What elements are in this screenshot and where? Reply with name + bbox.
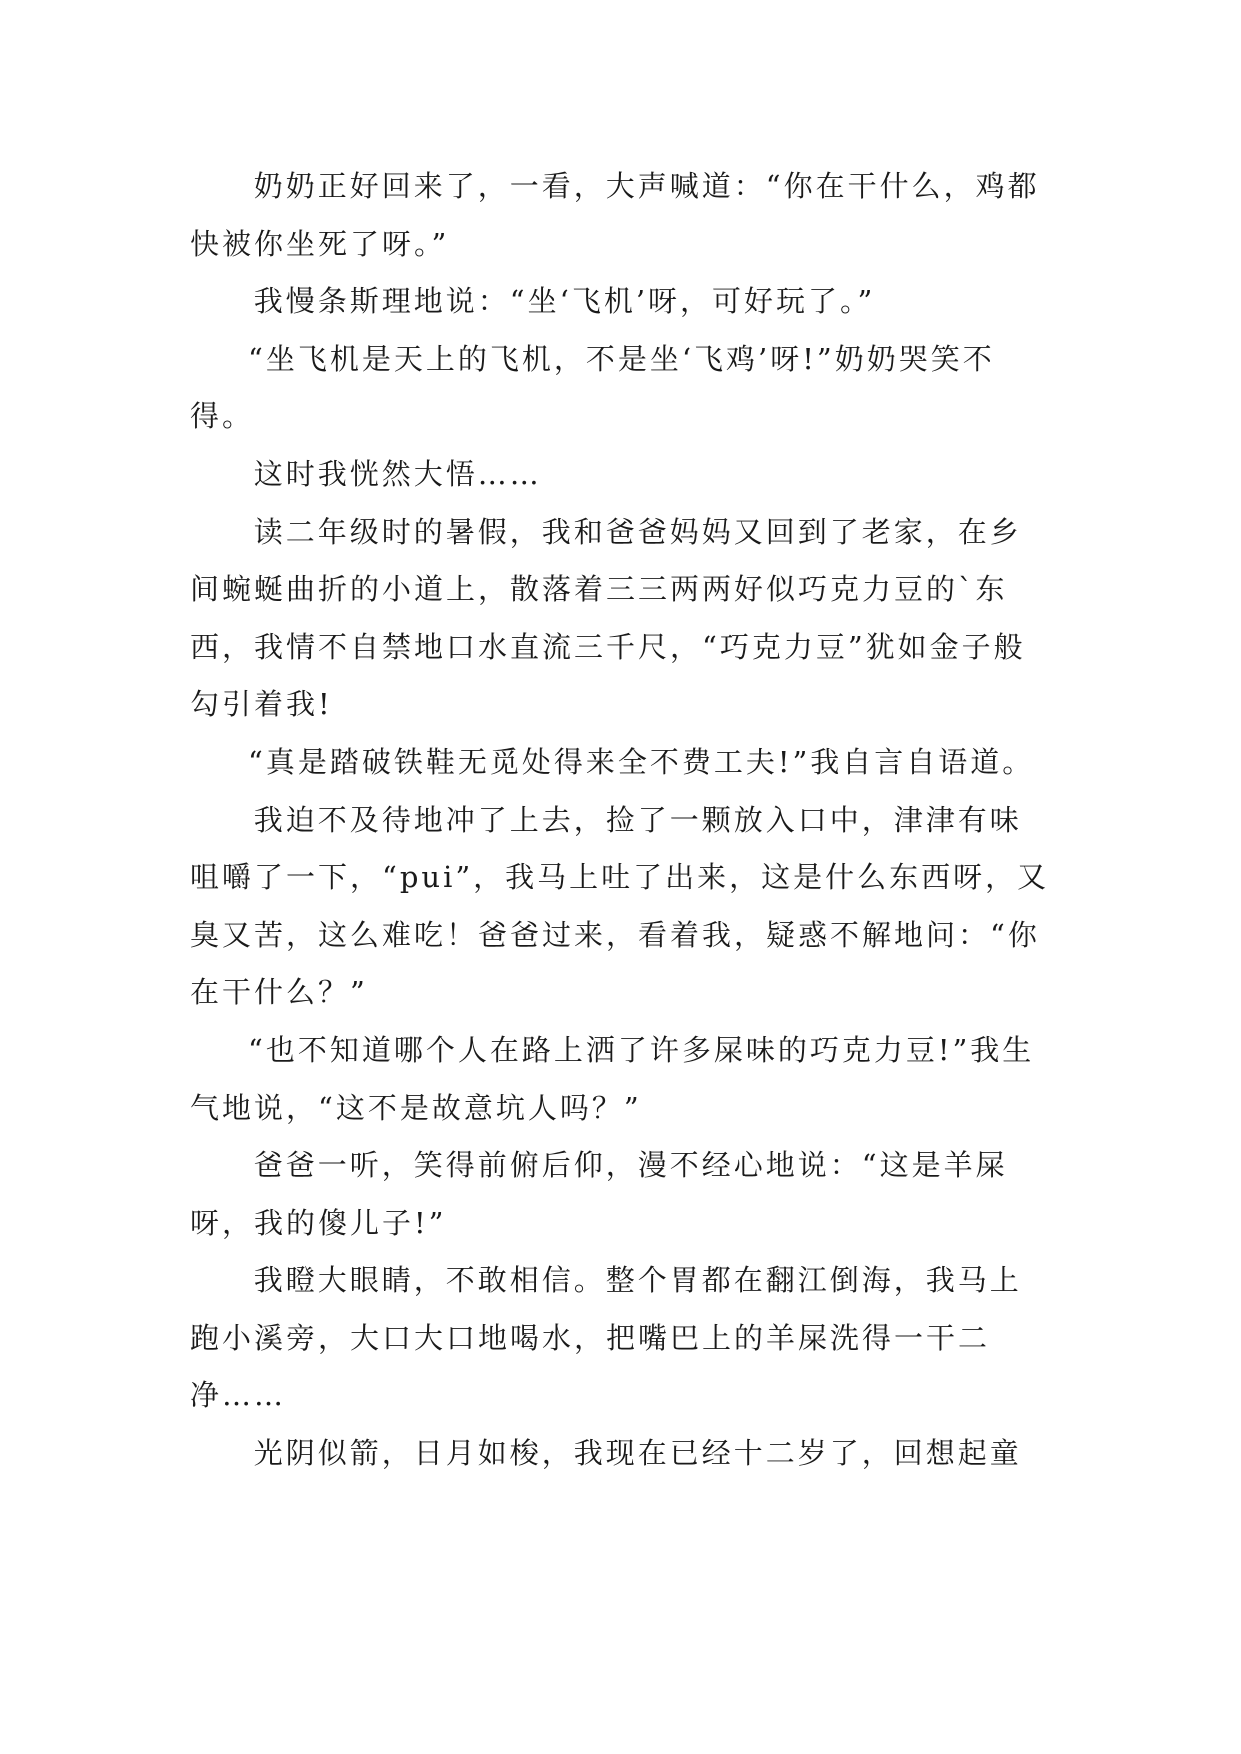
paragraph-2: 我慢条斯理地说：“坐‘飞机’呀，可好玩了。”	[253, 284, 876, 319]
paragraph-11: 光阴似箭，日月如梭，我现在已经十二岁了，回想起童	[253, 1436, 1022, 1471]
paragraph-10: 我瞪大眼睛，不敢相信。整个胃都在翻江倒海，我马上跑小溪旁，大口大口地喝水，把嘴巴上的羊屎洗得一干二净……	[190, 1263, 1022, 1413]
paragraph-9: 爸爸一听，笑得前俯后仰，漫不经心地说：“这是羊屎呀，我的傻儿子!”	[190, 1148, 1008, 1240]
paragraph-5: 读二年级时的暑假，我和爸爸妈妈又回到了老家，在乡间蜿蜒曲折的小道上，散落着三三两两好似巧克力豆的`东西，我情不自禁地口水直流三千尺，“巧克力豆”犹如金子般勾引着我!	[190, 514, 1026, 722]
paragraph-7: 我迫不及待地冲了上去，捡了一颗放入口中，津津有味咀嚼了一下，“pui”，我马上吐了出来，这是什么东西呀，又臭又苦，这么难吃！爸爸过来，看着我，疑惑不解地问：“你在干什么？”	[190, 802, 1050, 1010]
paragraph-1: 奶奶正好回来了，一看，大声喊道：“你在干什么，鸡都快被你坐死了呀。”	[190, 169, 1040, 261]
paragraph-4: 这时我恍然大悟……	[253, 456, 542, 491]
paragraph-6: “真是踏破铁鞋无觅处得来全不费工夫!”我自言自语道。	[248, 744, 1035, 779]
paragraph-3: “坐飞机是天上的飞机，不是坐‘飞鸡’呀!”奶奶哭笑不得。	[190, 341, 995, 434]
paragraph-8: “也不知道哪个人在路上洒了许多屎味的巧克力豆!”我生气地说，“这不是故意坑人吗？”	[190, 1032, 1035, 1125]
body-text	[190, 158, 1050, 1483]
